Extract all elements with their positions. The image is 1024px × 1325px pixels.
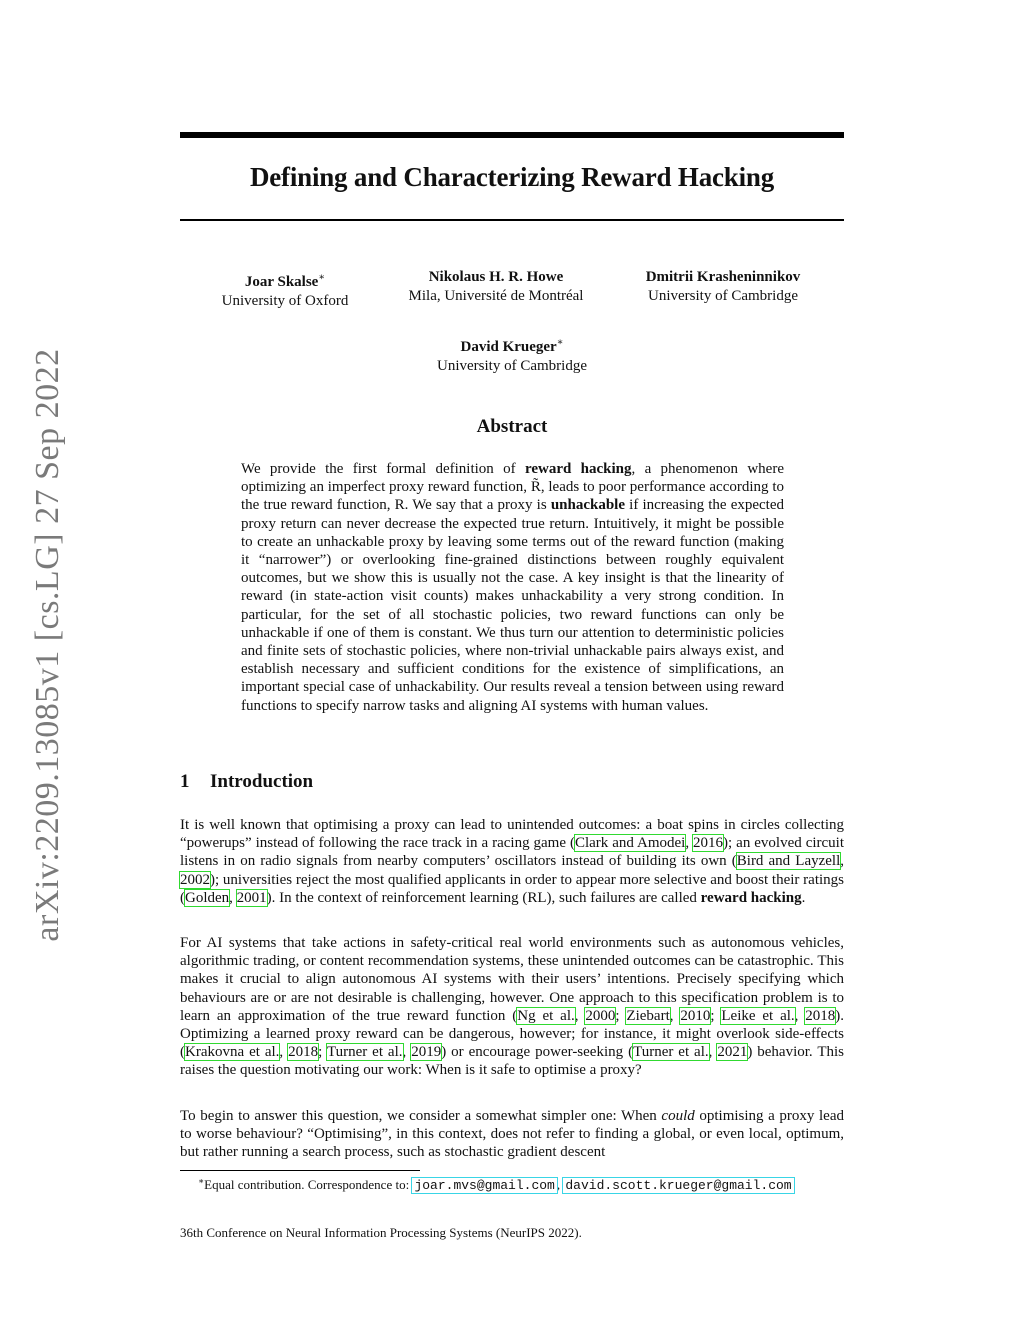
arxiv-identifier[interactable]: arXiv:2209.13085v1 [cs.LG] 27 Sep 2022	[29, 348, 66, 942]
author-affiliation: Mila, Université de Montréal	[408, 288, 584, 304]
venue-note: 36th Conference on Neural Information Processing Systems (NeurIPS 2022).	[180, 1225, 582, 1240]
author-name: Nikolaus H. R. Howe	[428, 269, 564, 285]
footnote-mark: ∗	[198, 1176, 205, 1186]
citation-link[interactable]: 2010	[680, 1007, 711, 1024]
author-name: Joar Skalse	[244, 274, 319, 290]
title-bottom-rule	[180, 219, 844, 221]
author-block	[386, 268, 606, 306]
citation-link[interactable]: 2000	[585, 1007, 616, 1024]
citation-link[interactable]: Krakovna et al.	[185, 1044, 280, 1061]
footnote: ∗Equal contribution. Correspondence to: joar.mvs@gmail.com , david.scott.krueger@gmail.com	[198, 1176, 792, 1193]
citation-link[interactable]: 2018	[288, 1044, 319, 1061]
paragraph: To begin to answer this question, we consider a somewhat simpler one: When could optimising a proxy lead to worse behaviour? “Optimising”, in this context, does not refer to finding a global, or even local, optimum, but rather running a search process, such as stochastic gradient descent	[180, 1108, 844, 1161]
email-link[interactable]: joar.mvs@gmail.com	[414, 1178, 555, 1193]
citation-link[interactable]: Clark and Amodei	[574, 835, 686, 852]
section-heading	[180, 771, 313, 793]
footnote-rule	[180, 1170, 420, 1171]
email-link[interactable]: david.scott.krueger@gmail.com	[565, 1178, 792, 1193]
citation-link[interactable]: 2019	[411, 1044, 442, 1061]
citation-link[interactable]: 2018	[805, 1007, 836, 1024]
citation-link[interactable]: Turner et al.	[326, 1044, 403, 1061]
citation-link[interactable]: 2016	[693, 835, 724, 852]
author-name: David Krueger	[460, 339, 557, 355]
citation-link[interactable]: Ng et al.	[517, 1007, 575, 1024]
citation-link[interactable]: 2002	[180, 871, 210, 888]
author-affiliation: University of Oxford	[221, 293, 349, 309]
paragraph: It is well known that optimising a proxy can lead to unintended outcomes: a boat spins in circles collecting “powerups” instead of following the race track in a racing game (Clark and Amodei, 2016); an evolved circuit listens in on radio signals from nearby computers’ oscillators instead of building its own (Bird and Layzell, 2002); universities reject the most qualified applicants in order to appear more selective and boost their ratings (Golden, 2001). In the context of reinforcement learning (RL), such failures are called reward hacking.	[180, 817, 845, 906]
paper-title: Defining and Characterizing Reward Hacking	[249, 162, 775, 192]
citation-link[interactable]: Turner et al.	[633, 1044, 709, 1061]
author-block	[618, 268, 828, 306]
paragraph: For AI systems that take actions in safety-critical real world environments such as autonomous vehicles, algorithmic trading, or content recommendation systems, these unintended outcomes can be catastrophic. This makes it crucial to align autonomous AI systems with their users’ intentions. Precisely specifying which behaviours are or are not desirable is challenging, however. One approach to this specification problem is to learn an approximation of the true reward function (Ng et al., 2000; Ziebart, 2010; Leike et al., 2018). Optimizing a learned proxy reward can be dangerous, however; for instance, it might overlook side-effects (Krakovna et al., 2018; Turner et al., 2019) or encourage power-seeking (Turner et al., 2021) behavior. This raises the question motivating our work: When is it safe to optimise a proxy?	[180, 935, 845, 1079]
citation-link[interactable]: Golden	[185, 889, 230, 906]
citation-link[interactable]: Leike et al.	[721, 1007, 795, 1024]
abstract-text: We provide the first formal definition of reward hacking, a phenomenon where optimizing an imperfect proxy reward function, R̃, leads to poor performance according to the true reward function, R. We say that a proxy is unhackable if increasing the expected proxy return can never decrease the expected true return. Intuitively, it might be possible to create an unhackable proxy by leaving some terms out of the reward function (making it “narrower”) or overlooking fine-grained distinctions between roughly equivalent outcomes, but we show this is usually not the case. A key insight is that the linearity of reward (in state-action visit counts) makes unhackability a very strong condition. In particular, for the set of all stochastic policies, two reward functions can only be unhackable if one of them is constant. We thus turn our attention to deterministic policies and finite sets of stochastic policies, where non-trivial unhackable pairs always exist, and establish necessary and sufficient conditions for the existence of simplifications, an important special case of unhackability. Our results reveal a tension between using reward functions to specify narrow tasks and aligning AI systems with human values.	[241, 461, 785, 714]
title-top-rule	[180, 132, 844, 138]
citation-link[interactable]: Bird and Layzell	[736, 853, 841, 870]
author-block	[402, 333, 622, 376]
section-number: 1	[180, 771, 190, 792]
author-name: Dmitrii Krasheninnikov	[645, 269, 801, 285]
author-block	[195, 268, 375, 311]
abstract-heading: Abstract	[476, 416, 548, 437]
author-mark: ∗	[318, 272, 326, 283]
citation-link[interactable]: Ziebart	[626, 1007, 670, 1024]
citation-link[interactable]: 2001	[236, 889, 267, 906]
section-title: Introduction	[210, 771, 314, 792]
author-mark: ∗	[556, 337, 564, 348]
author-affiliation: University of Cambridge	[437, 358, 587, 374]
citation-link[interactable]: 2021	[717, 1044, 748, 1061]
author-affiliation: University of Cambridge	[648, 288, 798, 304]
